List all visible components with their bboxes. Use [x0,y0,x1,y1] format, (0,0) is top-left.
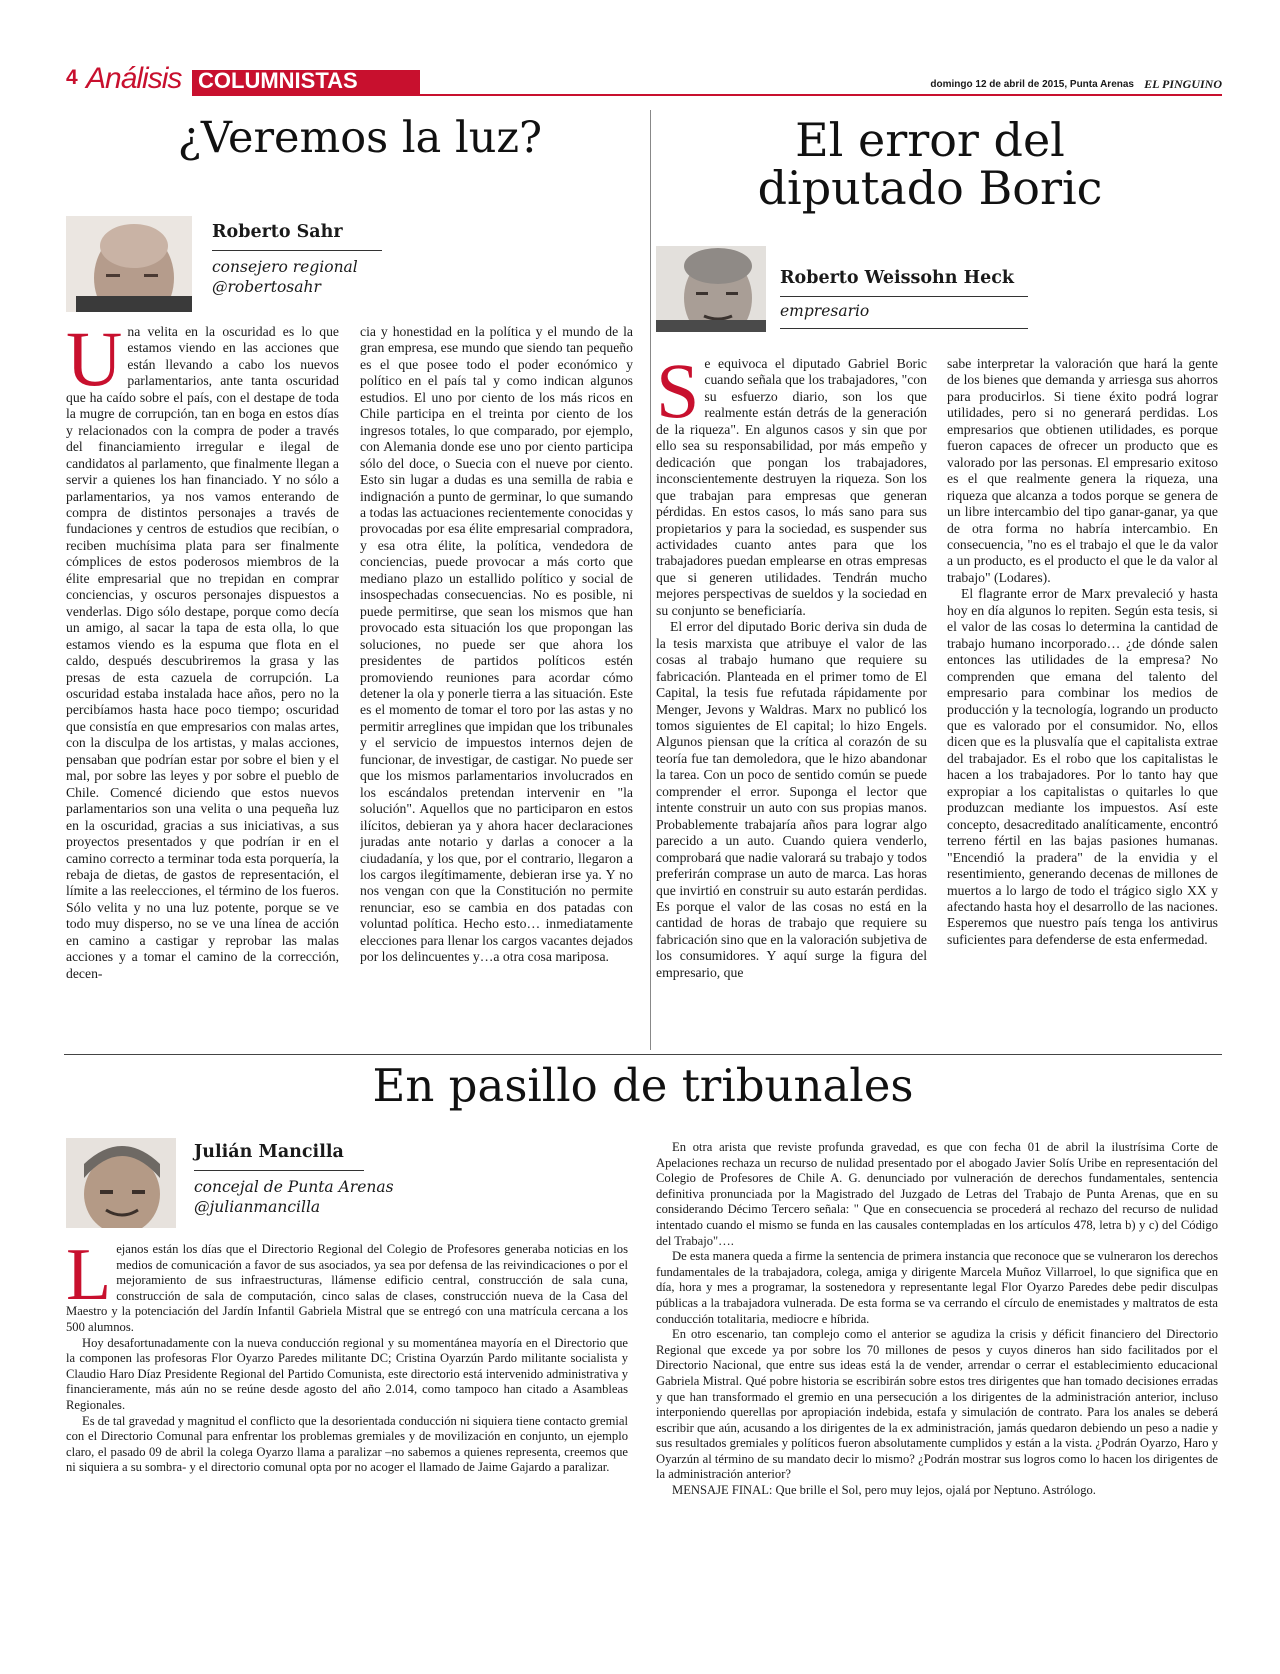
article2-text-1: e equivoca el diputado Gabriel Boric cuando señala que los trabajadores, "con su esfuerzo diario, son los que realmente están detrás de la generación de la riqueza". En algunos casos y sin que por ello sea su responsabilidad, por más empeño y dedicación que pongan los trabajadores, inconscientemente destruyen la riqueza. Son los que trabajan para empresas que generan pérdidas. En estos casos, lo más sano para sus propietarios y para la sociedad, es suspender sus actividades cuanto antes para que los trabajadores puedan emplearse en otras empresas que si generen utilidades. Tendrán mucho mejores perspectivas de sueldos y la sociedad en su conjunto se beneficiaría. [656,356,927,618]
article2-text-2: El error del diputado Boric deriva sin duda de la tesis marxista que atribuye el valor de las cosas al trabajo humano que requiere su fabricación. Planteada en el primer tomo de El Capital, la tesis fue refutada rápidamente por Menger, Jevons y Waldras. Marx no publicó los tomos siguientes de El capital; lo hizo Engels. Algunos piensan que la crítica al corazón de su teoría fue tan demoledora, que le hizo abandonar la tarea. Con un poco de sentido común se puede comprender el error. Suponga el lector que intente construir un auto con sus propias manos. Probablemente trabajaría años para lograr algo parecido a un auto. Cuando quiera venderlo, comprobará que nadie valorará su trabajo y todos preferirán comprase un auto de marca. Las horas que invirtió en construir su auto estarán perdidas. Es porque el valor de las cosas no está en la cantidad de horas de trabajo que requiere su fabricación sino que en la valoración subjetiva de los consumidores. Y aquí surge la figura del empresario, que [656,619,927,980]
author-photo-mancilla [66,1138,176,1228]
article2-title-line-1: El error del [795,113,1065,167]
section-divider [64,1054,1222,1055]
paper-name: EL PINGUINO [1144,77,1222,91]
author-role-mancilla: concejal de Punta Arenas [194,1178,394,1196]
page-header [64,62,1222,98]
article3-column-2 [656,1140,1218,1560]
author-name-weissohn: Roberto Weissohn Heck [780,268,1015,288]
article3-column-1 [66,1242,628,1544]
article3-text-4: En otra arista que reviste profunda gravedad, es que con fecha 01 de abril la ilustrísima Corte de Apelaciones rechaza un recurso de nulidad presentado por el abogado Javier Solís Uribe en representación del Colegio de Profesores de Chile A. G. denunciado por vulneración de derechos fundamentales, sentencia definitiva pronunciada por la Magistrado del Juzgado de Letras del Trabajo de Punta Arenas, que en su considerando Décimo Tercero señala: " Que en consecuencia se procederá al rechazo del recurso de nulidad intentado cuando el mismo se funda en las causales contempladas en los artículos 478, letra b) y c) del Código del Trabajo"…. [656,1140,1218,1248]
page-number: 4 [66,66,78,89]
byline-rule [194,1170,364,1171]
author-handle-mancilla: @julianmancilla [194,1198,321,1216]
section-columnistas: COLUMNISTAS [198,68,358,93]
author-name-mancilla: Julián Mancilla [194,1142,344,1162]
section-analisis: Análisis [86,62,182,95]
article2-column-1 [656,356,927,1050]
article3-text-5: De esta manera queda a firme la sentencia de primera instancia que reconoce que se vulneraron los derechos fundamentales de la trabajadora, colega, amiga y dirigente Marcela Muñoz Villarroel, lo que significa que en día, hora y mes a programar, la sostenedora y representante legal Flor Oyarzo Paredes debe pedir disculpas públicas a la trabajadora vulnerada. De esta forma se va cerrando el círculo de enemistades y maltratos de esta conducción totalitaria, mediocre e híbrida. [656,1249,1218,1326]
article3-text-7: MENSAJE FINAL: Que brille el Sol, pero muy lejos, ojalá por Neptuno. Astrólogo. [672,1483,1096,1498]
drop-cap: L [66,1242,112,1316]
byline-rule-bottom [780,328,1028,329]
article2-text-4: El flagrante error de Marx prevaleció y hasta hoy en día algunos lo repiten. Según esta tesis, si el valor de las cosas lo determina la cantidad de trabajo humano incorporado… ¿de dónde salen entonces las utilidades de la empresa? No comprenden que emana del talento del empresario para combinar los medios de producción y la tecnología, logrando un producto que es valorado por el consumidor. No, ellos dicen que es la plusvalía que el capitalista extrae del trabajador. Es el robo que los capitalistas le hacen a los trabajadores. Por lo tanto hay que expropiar a los capitalistas o quitarles lo que produzcan mediante los impuestos. Así este concepto, desacreditado analíticamente, encontró terreno fértil en las bajas pasiones humanas. "Encendió la pradera" de la envidia y el resentimiento, generando decenas de millones de muertos a lo largo de todo el trágico siglo XX y afectando hasta hoy el desarrollo de las naciones. Esperemos que nuestro país tenga los antivirus suficientes para defenderse de esta enfermedad. [947,586,1218,947]
article1-title: ¿Veremos la luz? [177,113,543,163]
byline-rule [212,250,382,251]
author-name-sahr: Roberto Sahr [212,222,343,242]
article2-title-line-2: diputado Boric [757,161,1103,216]
author-role-sahr: consejero regional [212,258,358,276]
author-photo-weissohn [656,246,766,332]
header-rule [192,94,1222,96]
drop-cap: S [656,356,700,434]
column-divider [650,110,651,1050]
date-line: domingo 12 de abril de 2015, Punta Arenas [930,79,1134,90]
article3-text-6: En otro escenario, tan complejo como el anterior se agudiza la crisis y déficit financiero del Directorio Regional que excede ya por sobre los 70 millones de pesos y cuyos dineros han sido facilitados por el Directorio Nacional, que entre sus ideas está la de vender, arrendar o cerrar el establecimiento educacional Gabriela Mistral. Qué pobre historia se escribirán sobre estos tres dirigentes que han tomado decisiones erradas y que han transformado el gremio en una persecución a los dirigentes de la administración anterior, incluso interponiendo querellas por apropiación indebida, estafa y simulación de contrato. Para los anales se deberá escribir que aún, acusando a los dirigentes de la ex administración, jamás quedaron debiendo un peso a nadie y sus resultados gremiales y políticos fueron absolutamente cumplidos y están a la vista. ¿Podrán Oyarzo, Haro y Oyarzún al término de su mandato decir lo mismo? ¿Podrán mostrar sus logros como lo hacen los dirigentes de la administración anterior? [656,1327,1218,1482]
article3-text-3: Es de tal gravedad y magnitud el conflicto que la desorientada conducción ni siquiera tiene contacto gremial con el Directorio Comunal para enfrentar los problemas gremiales y de movilización en conjunto, un ejemplo claro, el pasado 09 de abril la colega Oyarzo llama a paralizar –no sabemos a quienes representa, creemos que ni siquiera a su sombra- y el directorio comunal opta por no acoger el llamado de Jaime Gajardo a paralizar. [66,1413,628,1475]
author-handle-sahr: @robertosahr [212,278,321,296]
article3-text-2: Hoy desafortunadamente con la nueva conducción regional y su momentánea mayoría en el Directorio que la componen las profesoras Flor Oyarzo Paredes militante DC; Cristina Oyarzún Pardo militante socialista y Claudio Haro Díaz Presidente Regional del Partido Comunista, este directorio está intervenido administrativa y financieramente, más aún no se reúne desde agosto del año 2.014, como tampoco han citado a Asambleas Regionales. [66,1335,628,1412]
author-role-weissohn: empresario [780,302,870,320]
article1-column-2 [360,324,633,1050]
article2-title [700,113,1160,216]
article1-column-1 [66,324,339,1050]
article3-text-1: ejanos están los días que el Directorio Regional del Colegio de Profesores generaba noticias en los medios de comunicación a favor de sus asociados, ya sea por defensa de las reivindicaciones o por el mejoramiento de sus infraestructuras, llámense edificio central, construcción de sala cuna, construcción de sala de computación, cinco salas de clases, construcción nueva de la Casa del Maestro y la potenciación del Jardín Infantil Gabriela Mistral que se entregó con una matrícula cercana a los 500 alumnos. [66,1242,628,1334]
author-photo-sahr [66,216,192,312]
article2-column-2 [947,356,1218,1050]
article1-text-2: cia y honestidad en la política y el mundo de la gran empresa, ese mundo que siendo tan pequeño es el que posee todo el poder económico y político en el país tal y como indican algunos estudios. El uno por ciento de los más ricos en Chile participa en el treinta por ciento de los ingresos totales, lo que comparado, por ejemplo, con Alemania donde ese uno por ciento participa sólo del doce, o Suecia con el nueve por ciento. Esto sin lugar a dudas es una semilla de rabia e indignación a punto de germinar, lo que sumando a todas las actuaciones recientemente conocidas y provocadas por esa élite empresarial compradora, y esa otra élite, la política, vendedora de conciencias, puede provocar a más corto que mediano plazo un estallido político y social de insospechadas consecuencias. No es posible, ni puede permitirse, que sean los mismos que han provocado esta situación los que propongan las soluciones, no puede ser que ahora los presidentes de partidos políticos estén promoviendo reuniones para acordar cómo detener la ola y ponerle tierra a las situación. Este es el momento de tomar el toro por las astas y no permitir arreglines que impidan que los tribunales y el servicio de impuestos internos dejen de funcionar, de investigar, de castigar. No puede ser que los mismos parlamentarios involucrados en los escándalos pretendan intervenir en "la solución". Aquellos que no participaron en estos ilícitos, debieran ya y ahora hacer declaraciones juradas ante notario y darlas a conocer a la ciudadanía, y los que, por el contrario, llegaron a los cargos ilegítimamente, debieran irse ya. Y no nos vengan con que la Constitución no permite renunciar, eso se cambia en dos patadas con voluntad política. Hecho esto… inmediatamente elecciones para llenar los cargos vacantes dejados por los delincuentes y…a otra cosa mariposa. [360,324,633,965]
drop-cap: U [66,324,123,402]
article2-text-3: sabe interpretar la valoración que hará la gente de los bienes que demanda y arriesga sus ahorros para producirlos. Si tiene éxito podrá lograr utilidades, pero si no generará perdidas. Los empresarios que obtienen utilidades, es porque fueron capaces de ofrecer un producto que es valorado por las personas. El empresario exitoso es el que realmente genera la riqueza, una riqueza que alcanza a todos porque se genera de un libre intercambio del tipo ganar-ganar, ya que de otra forma no habría intercambio. En consecuencia, "no es el trabajo el que le da valor a un producto, es el producto el que le da valor al trabajo" (Lodares). [947,356,1218,585]
article3-title: En pasillo de tribunales [372,1059,914,1112]
article1-text-1: na velita en la oscuridad es lo que estamos viendo en las acciones que están llevando a cabo los nuevos parlamentarios, ante tanta oscuridad que ha caído sobre el país, con el destape de toda la mugre de corrupción, tan en boga en estos días y relacionados con la compra de poder a través del financiamiento irregular e ilegal de candidatos al parlamento, que finalmente llegan a servir a quienes los han financiado. Y no sólo a parlamentarios, ya nos vamos enterando de compra de distintos personajes a través de fundaciones y centros de estudios que recibían, o reciben muchísima plata para ser finalmente cómplices de estos poderosos miembros de la élite empresarial que no trepidan en comprar conciencias, y oscuros personajes dispuestos a venderlas. Digo sólo destape, porque como decía un amigo, al sacar la tapa de esta olla, lo que estamos viendo es la espuma que flota en el caldo, después descubriremos la grasa y las presas de esta cazuela de corrupción. La oscuridad estaba instalada hace años, pero no la percibíamos hasta hace poco tiempo; oscuridad que consistía en que empresarios con malas artes, con la disculpa de los artistas, y malas acciones, pensaban que podrían estar por sobre el bien y el mal, por sobre las leyes y por sobre el pueblo de Chile. Comencé diciendo que estos nuevos parlamentarios son una velita o una pequeña luz en la oscuridad, gracias a sus iniciativas, a sus proyectos presentados y que podrían ir en el camino correcto a terminar toda esta porquería, la rebaja de dietas, de gastos de representación, el límite a las reelecciones, el término de los fueros. Sólo velita y no una luz potente, porque se ve todo muy disperso, no se ve una línea de acción en camino a castigar y reprobar las malas acciones y a tomar el camino de la corrección, decen- [66,324,339,981]
byline-rule [780,296,1028,297]
